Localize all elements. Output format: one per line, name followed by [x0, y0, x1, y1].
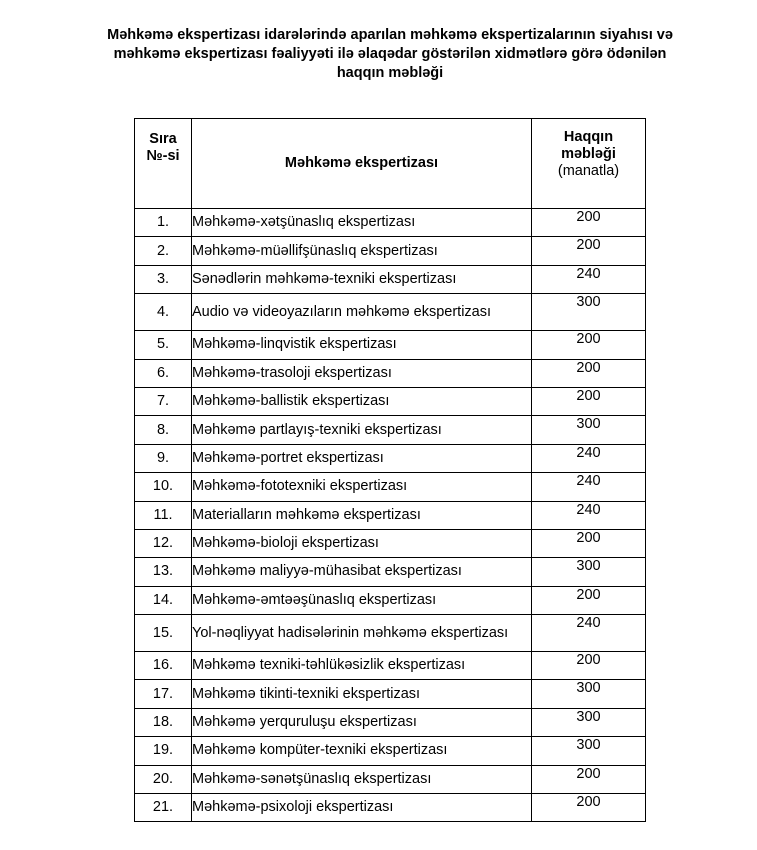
title-line-2: məhkəmə ekspertizası fəaliyyəti ilə əlaqədar göstərilən xidmətlərə görə ödənilən [113, 46, 667, 62]
fee-amount: 300 [532, 294, 646, 331]
row-number: 20. [135, 765, 192, 793]
expertise-name: Məhkəmə-psixoloji ekspertizası [192, 794, 532, 822]
row-number: 19. [135, 737, 192, 765]
expertise-name: Məhkəmə kompüter-texniki ekspertizası [192, 737, 532, 765]
table-row [135, 265, 646, 293]
expertise-name: Məhkəmə-sənətşünaslıq ekspertizası [192, 765, 532, 793]
table-row [135, 680, 646, 708]
fee-amount: 300 [532, 680, 646, 708]
expertise-name: Məhkəmə-linqvistik ekspertizası [192, 331, 532, 359]
fee-amount: 240 [532, 473, 646, 501]
row-number: 9. [135, 444, 192, 472]
fee-amount: 240 [532, 265, 646, 293]
row-number: 12. [135, 529, 192, 557]
fee-amount: 300 [532, 558, 646, 586]
expertise-name: Məhkəmə maliyyə-mühasibat ekspertizası [192, 558, 532, 586]
fee-amount: 200 [532, 794, 646, 822]
header-expertise-name: Məhkəmə ekspertizası [192, 119, 532, 209]
row-number: 10. [135, 473, 192, 501]
header-fee-amount [532, 119, 646, 209]
row-number: 11. [135, 501, 192, 529]
fee-amount: 200 [532, 586, 646, 614]
table-row [135, 387, 646, 415]
table-row [135, 416, 646, 444]
row-number: 14. [135, 586, 192, 614]
fee-amount: 200 [532, 209, 646, 237]
row-number: 5. [135, 331, 192, 359]
fee-amount: 200 [532, 765, 646, 793]
fee-amount: 300 [532, 416, 646, 444]
header-row-number [135, 119, 192, 209]
row-number: 2. [135, 237, 192, 265]
row-number: 8. [135, 416, 192, 444]
table-row [135, 529, 646, 557]
expertise-name: Sənədlərin məhkəmə-texniki ekspertizası [192, 265, 532, 293]
fee-amount: 200 [532, 331, 646, 359]
table-row [135, 473, 646, 501]
table-row [135, 615, 646, 652]
row-number: 18. [135, 708, 192, 736]
table-row [135, 708, 646, 736]
table-row [135, 209, 646, 237]
table-row [135, 331, 646, 359]
row-number: 13. [135, 558, 192, 586]
expertise-name: Audio və videoyazıların məhkəmə ekspertizası [192, 294, 532, 331]
row-number: 15. [135, 615, 192, 652]
table-header [135, 119, 646, 209]
header-num-line-2: №-si [146, 148, 180, 164]
title-line-3: haqqın məbləği [336, 65, 444, 81]
expertise-name: Məhkəmə yerquruluşu ekspertizası [192, 708, 532, 736]
expertise-name: Məhkəmə partlayış-texniki ekspertizası [192, 416, 532, 444]
table-row [135, 501, 646, 529]
row-number: 6. [135, 359, 192, 387]
fee-amount: 200 [532, 387, 646, 415]
expertise-name: Məhkəmə-fototexniki ekspertizası [192, 473, 532, 501]
expertise-name: Məhkəmə-müəllifşünaslıq ekspertizası [192, 237, 532, 265]
expertise-name: Məhkəmə-xətşünaslıq ekspertizası [192, 209, 532, 237]
row-number: 4. [135, 294, 192, 331]
expertise-name: Məhkəmə-ballistik ekspertizası [192, 387, 532, 415]
table-body [135, 209, 646, 822]
expertise-name: Məhkəmə-bioloji ekspertizası [192, 529, 532, 557]
fees-table [134, 118, 646, 822]
expertise-name: Materialların məhkəmə ekspertizası [192, 501, 532, 529]
header-fee-line-2: məbləği [561, 146, 616, 162]
table-row [135, 237, 646, 265]
header-fee-line-1: Haqqın [563, 129, 614, 145]
table-row [135, 765, 646, 793]
header-fee-unit: (manatla) [557, 163, 620, 179]
expertise-name: Məhkəmə-trasoloji ekspertizası [192, 359, 532, 387]
expertise-name: Məhkəmə texniki-təhlükəsizlik ekspertizası [192, 652, 532, 680]
row-number: 17. [135, 680, 192, 708]
table-row [135, 359, 646, 387]
row-number: 7. [135, 387, 192, 415]
row-number: 16. [135, 652, 192, 680]
table-row [135, 444, 646, 472]
expertise-name: Məhkəmə-əmtəəşünaslıq ekspertizası [192, 586, 532, 614]
fee-amount: 300 [532, 737, 646, 765]
expertise-name: Məhkəmə-portret ekspertizası [192, 444, 532, 472]
row-number: 1. [135, 209, 192, 237]
fee-amount: 200 [532, 359, 646, 387]
table-row [135, 586, 646, 614]
title-line-1: Məhkəmə ekspertizası idarələrində aparılan məhkəmə ekspertizalarının siyahısı və [107, 27, 673, 43]
fee-amount: 200 [532, 652, 646, 680]
header-num-line-1: Sıra [149, 131, 177, 147]
table-row [135, 794, 646, 822]
expertise-name: Məhkəmə tikinti-texniki ekspertizası [192, 680, 532, 708]
table-row [135, 652, 646, 680]
table-row [135, 558, 646, 586]
row-number: 3. [135, 265, 192, 293]
row-number: 21. [135, 794, 192, 822]
table-row [135, 737, 646, 765]
fee-amount: 200 [532, 529, 646, 557]
fee-amount: 240 [532, 444, 646, 472]
fee-amount: 200 [532, 237, 646, 265]
fee-amount: 240 [532, 615, 646, 652]
fee-amount: 240 [532, 501, 646, 529]
document-title [40, 26, 740, 83]
fee-amount: 300 [532, 708, 646, 736]
expertise-name: Yol-nəqliyyat hadisələrinin məhkəmə ekspertizası [192, 615, 532, 652]
table-row [135, 294, 646, 331]
